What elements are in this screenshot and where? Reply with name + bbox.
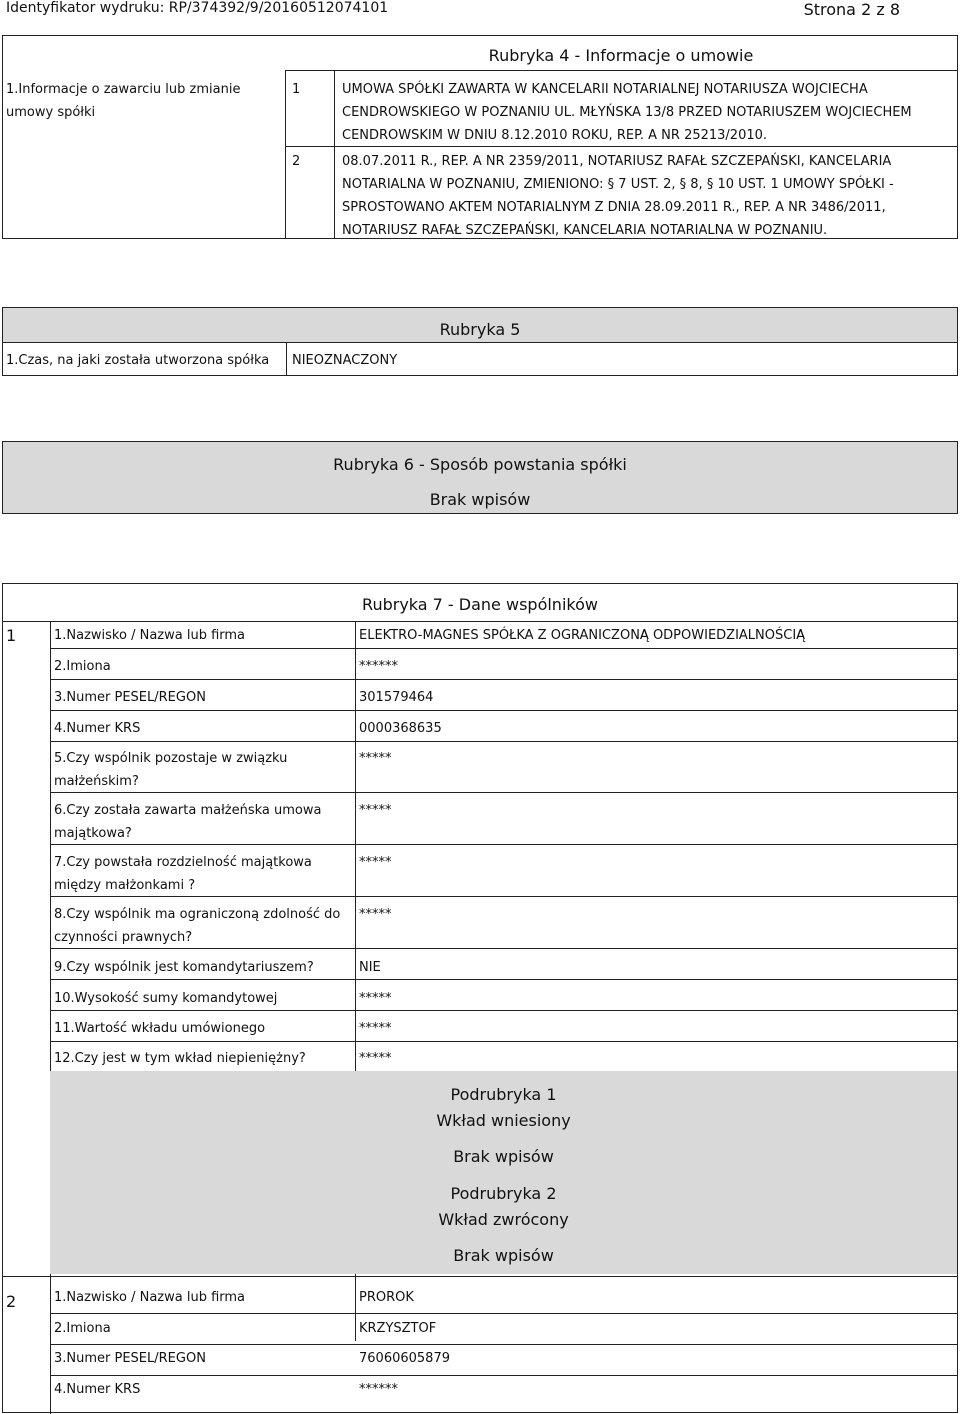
partner-field-label: 5.Czy wspólnik pozostaje w związku małżeńskim? — [54, 751, 288, 789]
partner-field-value: ***** — [359, 1051, 392, 1066]
partner-field-value: ***** — [359, 803, 392, 818]
partner-field-label: 11.Wartość wkładu umówionego — [54, 1021, 266, 1036]
partner-field-label: 4.Numer KRS — [54, 721, 141, 736]
partner-field-value: 0000368635 — [359, 721, 442, 736]
partner-field-value: NIE — [359, 960, 381, 975]
rubryka4-entry-num: 2 — [292, 154, 301, 169]
partner-field-label: 2.Imiona — [54, 659, 111, 674]
rubryka5-value: NIEOZNACZONY — [292, 353, 398, 368]
subsection-title: Podrubryka 1 — [450, 1085, 557, 1104]
rubryka6-title: Rubryka 6 - Sposób powstania spółki — [333, 455, 627, 474]
print-identifier: Identyfikator wydruku: RP/374392/9/20160512074101 — [6, 0, 389, 16]
partner-field-value: ***** — [359, 907, 392, 922]
subsection-empty: Brak wpisów — [453, 1246, 554, 1265]
subsection-title: Podrubryka 2 — [450, 1184, 557, 1203]
rubryka4-label: 1.Informacje o zawarciu lub zmianie umowy spółki — [6, 82, 241, 120]
partner-field-label: 3.Numer PESEL/REGON — [54, 1351, 206, 1366]
partner-field-label: 6.Czy została zawarta małżeńska umowa majątkowa? — [54, 803, 322, 841]
page-number: Strona 2 z 8 — [803, 0, 900, 19]
subsection-subtitle: Wkład zwrócony — [438, 1210, 569, 1229]
partner-field-label: 1.Nazwisko / Nazwa lub firma — [54, 1290, 246, 1305]
partner-number: 1 — [6, 626, 17, 645]
rubryka4-entry-num: 1 — [292, 82, 301, 97]
partner-field-value: ****** — [359, 1382, 398, 1397]
subsection-empty: Brak wpisów — [453, 1147, 554, 1166]
partner-field-label: 2.Imiona — [54, 1321, 111, 1336]
rubryka4-entry-text: UMOWA SPÓŁKI ZAWARTA W KANCELARII NOTARIALNEJ NOTARIUSZA WOJCIECHA CENDROWSKIEGO W POZNANIU UL. MŁYŃSKA 13/8 PRZED NOTARIUSZEM WOJCIECHEM CENDROWSKIM W DNIU 8.12.2010 ROKU, REP. A NR 25213/2010. — [342, 82, 912, 143]
partner-field-value: ***** — [359, 855, 392, 870]
rubryka5-label: 1.Czas, na jaki została utworzona spółka — [6, 353, 270, 368]
partner-number: 2 — [6, 1292, 17, 1311]
partner-field-value: ELEKTRO-MAGNES SPÓŁKA Z OGRANICZONĄ ODPOWIEDZIALNOŚCIĄ — [359, 628, 806, 643]
partner-field-label: 7.Czy powstała rozdzielność majątkowa między małżonkami ? — [54, 855, 312, 893]
partner-field-label: 9.Czy wspólnik jest komandytariuszem? — [54, 960, 314, 975]
partner-field-label: 1.Nazwisko / Nazwa lub firma — [54, 628, 246, 643]
partner-field-value: ***** — [359, 991, 392, 1006]
partner-field-label: 10.Wysokość sumy komandytowej — [54, 991, 278, 1006]
partner-field-value: ***** — [359, 1021, 392, 1036]
partner-field-label: 4.Numer KRS — [54, 1382, 141, 1397]
partner-field-value: PROROK — [359, 1290, 414, 1305]
partner-field-value: KRZYSZTOF — [359, 1321, 437, 1336]
rubryka6-empty: Brak wpisów — [429, 490, 531, 509]
partner-field-value: ****** — [359, 659, 398, 674]
rubryka4-entry-text: 08.07.2011 R., REP. A NR 2359/2011, NOTARIUSZ RAFAŁ SZCZEPAŃSKI, KANCELARIA NOTARIALNA W POZNANIU, ZMIENIONO: § 7 UST. 2, § 8, § 10 UST. 1 UMOWY SPÓŁKI - SPROSTOWANO AKTEM NOTARIALNYM Z DNIA 28.09.2011 R., REP. A NR 3486/2011, NOTARIUSZ RAFAŁ SZCZEPAŃSKI, KANCELARIA NOTARIALNA W POZNANIU. — [342, 154, 894, 238]
rubryka7-title: Rubryka 7 - Dane wspólników — [362, 595, 598, 614]
partner-field-value: 76060605879 — [359, 1351, 450, 1366]
rubryka5-title: Rubryka 5 — [439, 320, 521, 339]
partner-field-label: 12.Czy jest w tym wkład niepieniężny? — [54, 1051, 306, 1066]
partner-field-value: 301579464 — [359, 690, 434, 705]
subsection-subtitle: Wkład wniesiony — [436, 1111, 571, 1130]
partner-field-label: 8.Czy wspólnik ma ograniczoną zdolność do czynności prawnych? — [54, 907, 341, 945]
rubryka4-title: Rubryka 4 - Informacje o umowie — [488, 46, 754, 65]
partner-field-label: 3.Numer PESEL/REGON — [54, 690, 206, 705]
partner-field-value: ***** — [359, 751, 392, 766]
